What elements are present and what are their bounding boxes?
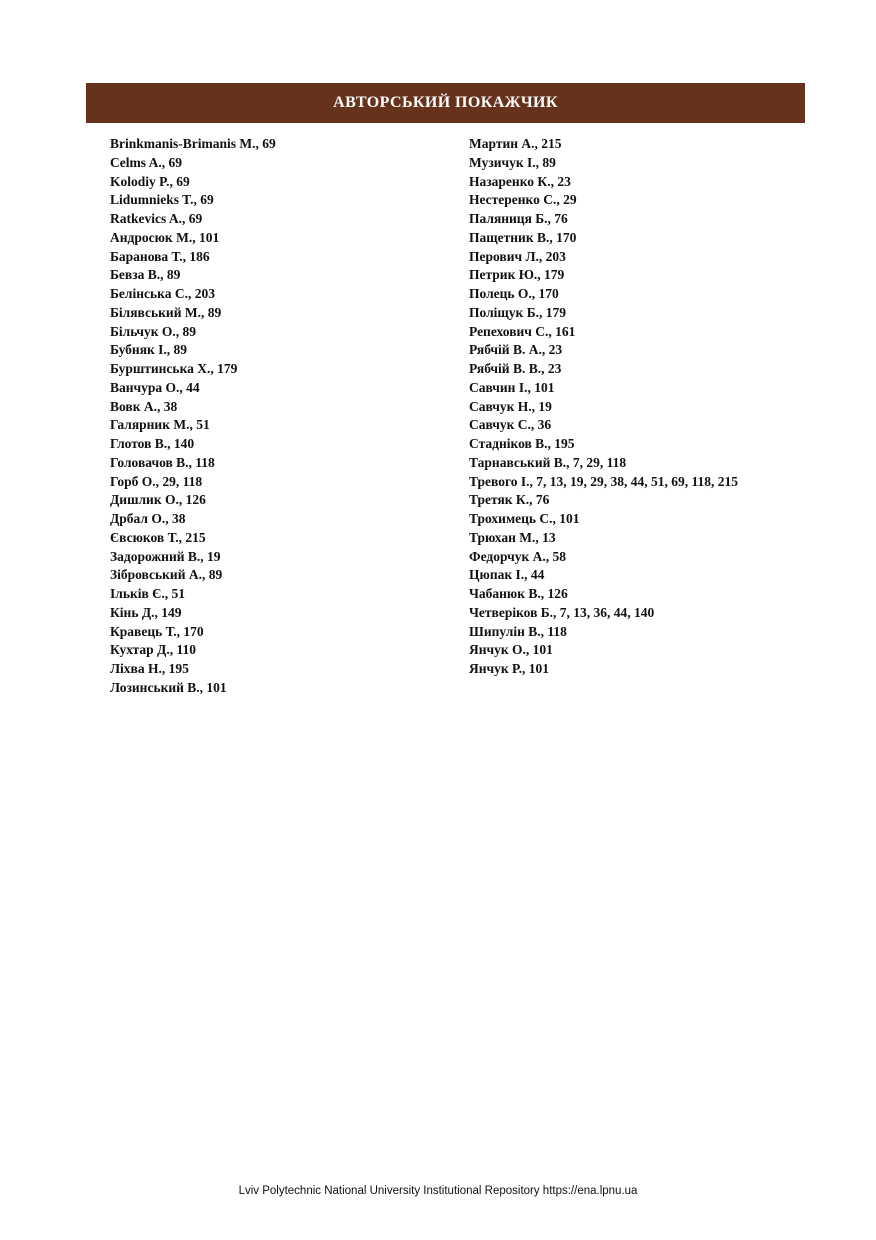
author-index-entry: Lidumnieks T., 69 (110, 192, 214, 208)
author-index-entry: Дрбал О., 38 (110, 511, 186, 526)
author-index-entry: Музичук І., 89 (469, 154, 556, 170)
author-index-entry: Кравець Т., 170 (110, 623, 204, 639)
author-index-entry: Ratkevics A., 69 (110, 211, 203, 226)
author-index-entry: Тарнавський В., 7, 29, 118 (469, 454, 627, 470)
section-header-bar (86, 83, 805, 123)
author-index-entry: Kolodiy P., 69 (110, 173, 190, 189)
author-index-entry: Дишлик О., 126 (110, 492, 206, 508)
author-index-entry: Горб О., 29, 118 (110, 473, 203, 489)
author-index-entry: Рябчій В. В., 23 (469, 361, 562, 376)
author-index-entry: Вовк А., 38 (110, 398, 178, 414)
repository-footer: Lviv Polytechnic National University Institutional Repository https://ena.lpnu.ua (238, 1185, 638, 1197)
author-index-entry: Цюпак І., 44 (469, 567, 545, 583)
author-index-entry: Головачов В., 118 (110, 454, 215, 470)
author-index-entry: Рябчій В. А., 23 (469, 342, 563, 358)
author-index-entry: Репехович С., 161 (469, 323, 576, 339)
author-index-entry: Мартин А., 215 (469, 136, 562, 151)
author-index-entry: Стадніков В., 195 (469, 436, 575, 451)
author-index-entry: Бурштинська Х., 179 (110, 361, 238, 376)
author-index-entry: Бубняк І., 89 (110, 342, 188, 358)
author-index-entry: Задорожний В., 19 (110, 548, 221, 564)
author-index-entry: Полець О., 170 (469, 286, 559, 301)
author-index-right-column (469, 135, 799, 679)
author-index-entry: Савчук Н., 19 (469, 398, 552, 414)
author-index-entry: Бевза В., 89 (110, 267, 181, 283)
author-index-entry: Лозинський В., 101 (110, 679, 227, 695)
author-index-entry: Пащетник В., 170 (469, 229, 577, 245)
author-index-entry: Трюхан М., 13 (469, 529, 556, 545)
author-index-entry: Зібровський А., 89 (110, 567, 223, 583)
author-index-left-column (110, 135, 440, 698)
author-index-entry: Білявський М., 89 (110, 304, 222, 320)
author-index-entry: Петрик Ю., 179 (469, 267, 565, 283)
author-index-entry: Четверіков Б., 7, 13, 36, 44, 140 (469, 604, 655, 620)
author-index-entry: Баранова Т., 186 (110, 248, 210, 264)
author-index-entry: Нестеренко С., 29 (469, 192, 577, 208)
author-index-entry: Більчук О., 89 (110, 323, 197, 339)
author-index-entry: Трохимець С., 101 (469, 511, 580, 526)
author-index-entry: Кінь Д., 149 (110, 604, 182, 620)
author-index-entry: Глотов В., 140 (110, 436, 195, 451)
author-index-entry: Янчук О., 101 (469, 642, 553, 658)
author-index-entry: Celms A., 69 (110, 154, 182, 170)
author-index-entry: Белінська С., 203 (110, 286, 215, 301)
author-index-entry: Паляниця Б., 76 (469, 211, 568, 226)
author-index-entry: Кухтар Д., 110 (110, 642, 196, 658)
author-index-entry: Назаренко К., 23 (469, 173, 571, 189)
author-index-entry: Федорчук А., 58 (469, 548, 567, 564)
author-index-entry: Савчин І., 101 (469, 379, 555, 395)
author-index-entry: Галярник М., 51 (110, 417, 210, 433)
author-index-entry: Поліщук Б., 179 (469, 304, 566, 320)
author-index-entry: Ільків Є., 51 (110, 586, 185, 601)
section-title: АВТОРСЬКИЙ ПОКАЖЧИК (333, 94, 558, 111)
author-index-entry: Євсюков Т., 215 (110, 529, 206, 545)
author-index-entry: Перович Л., 203 (469, 248, 566, 264)
author-index-entry: Brinkmanis-Brimanis M., 69 (110, 136, 276, 151)
author-index-entry: Савчук С., 36 (469, 417, 552, 433)
author-index-entry: Андросюк М., 101 (110, 229, 220, 245)
author-index-entry: Янчук Р., 101 (469, 661, 549, 676)
author-index-entry: Ванчура О., 44 (110, 379, 200, 395)
author-index-entry: Ліхва Н., 195 (110, 661, 189, 676)
author-index-entry: Третяк К., 76 (469, 492, 550, 508)
author-index-entry: Тревого І., 7, 13, 19, 29, 38, 44, 51, 69, 118, 215 (469, 473, 738, 489)
author-index-entry: Шипулін В., 118 (469, 623, 567, 639)
author-index-entry: Чабанюк В., 126 (469, 586, 568, 601)
